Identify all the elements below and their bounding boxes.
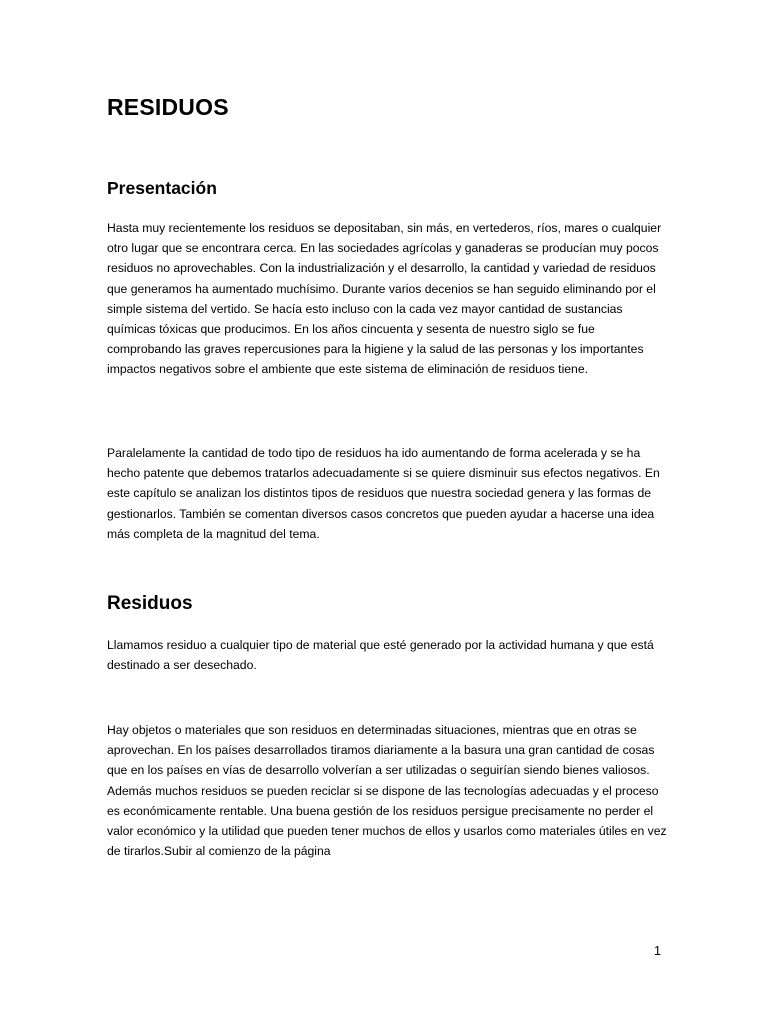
paragraph-presentacion-1: Hasta muy recientemente los residuos se depositaban, sin más, en vertederos, ríos, mares o cualquier otro lugar que se encontrara cerca. En las sociedades agrícolas y ganaderas se producían muy pocos residuos no aprovechables. Con la industrialización y el desarrollo, la cantidad y variedad de residuos que generamos ha aumentado muchísimo. Durante varios decenios se han seguido eliminando por el simple sistema del vertido. Se hacía esto incluso con la cada vez mayor cantidad de sustancias químicas tóxicas que producimos. En los años cincuenta y sesenta de nuestro siglo se fue comprobando las graves repercusiones para la higiene y la salud de las personas y los importantes impactos negativos sobre el ambiente que este sistema de eliminación de residuos tiene.	[107, 221, 662, 377]
paragraph-presentacion-2: Paralelamente la cantidad de todo tipo de residuos ha ido aumentando de forma acelerada y se ha hecho patente que debemos tratarlos adecuadamente si se quiere disminuir sus efectos negativos. En este capítulo se analizan los distintos tipos de residuos que nuestra sociedad genera y las formas de gestionarlos. También se comentan diversos casos concretos que pueden ayudar a hacerse una idea más completa de la magnitud del tema.	[107, 446, 660, 541]
paragraph-residuos-2: Hay objetos o materiales que son residuos en determinadas situaciones, mientras que en otras se aprovechan. En los países desarrollados tiramos diariamente a la basura una gran cantidad de cosas que en los países en vías de desarrollo volverían a ser utilizadas o seguirían siendo bienes valiosos. Además muchos residuos se pueden reciclar si se dispone de las tecnologías adecuadas y el proceso es económicamente rentable. Una buena gestión de los residuos persigue precisamente no perder el valor económico y la utilidad que pueden tener muchos de ellos y usarlos como materiales útiles en vez de tirarlos.Subir al comienzo de la página	[107, 723, 667, 859]
document-title: RESIDUOS	[107, 94, 229, 120]
section-heading-presentacion: Presentación	[107, 178, 217, 198]
paragraph-residuos-1: Llamamos residuo a cualquier tipo de material que esté generado por la actividad humana y que está destinado a ser desechado.	[107, 638, 654, 673]
section-heading-residuos: Residuos	[107, 593, 193, 614]
page-number: 1	[654, 944, 661, 958]
